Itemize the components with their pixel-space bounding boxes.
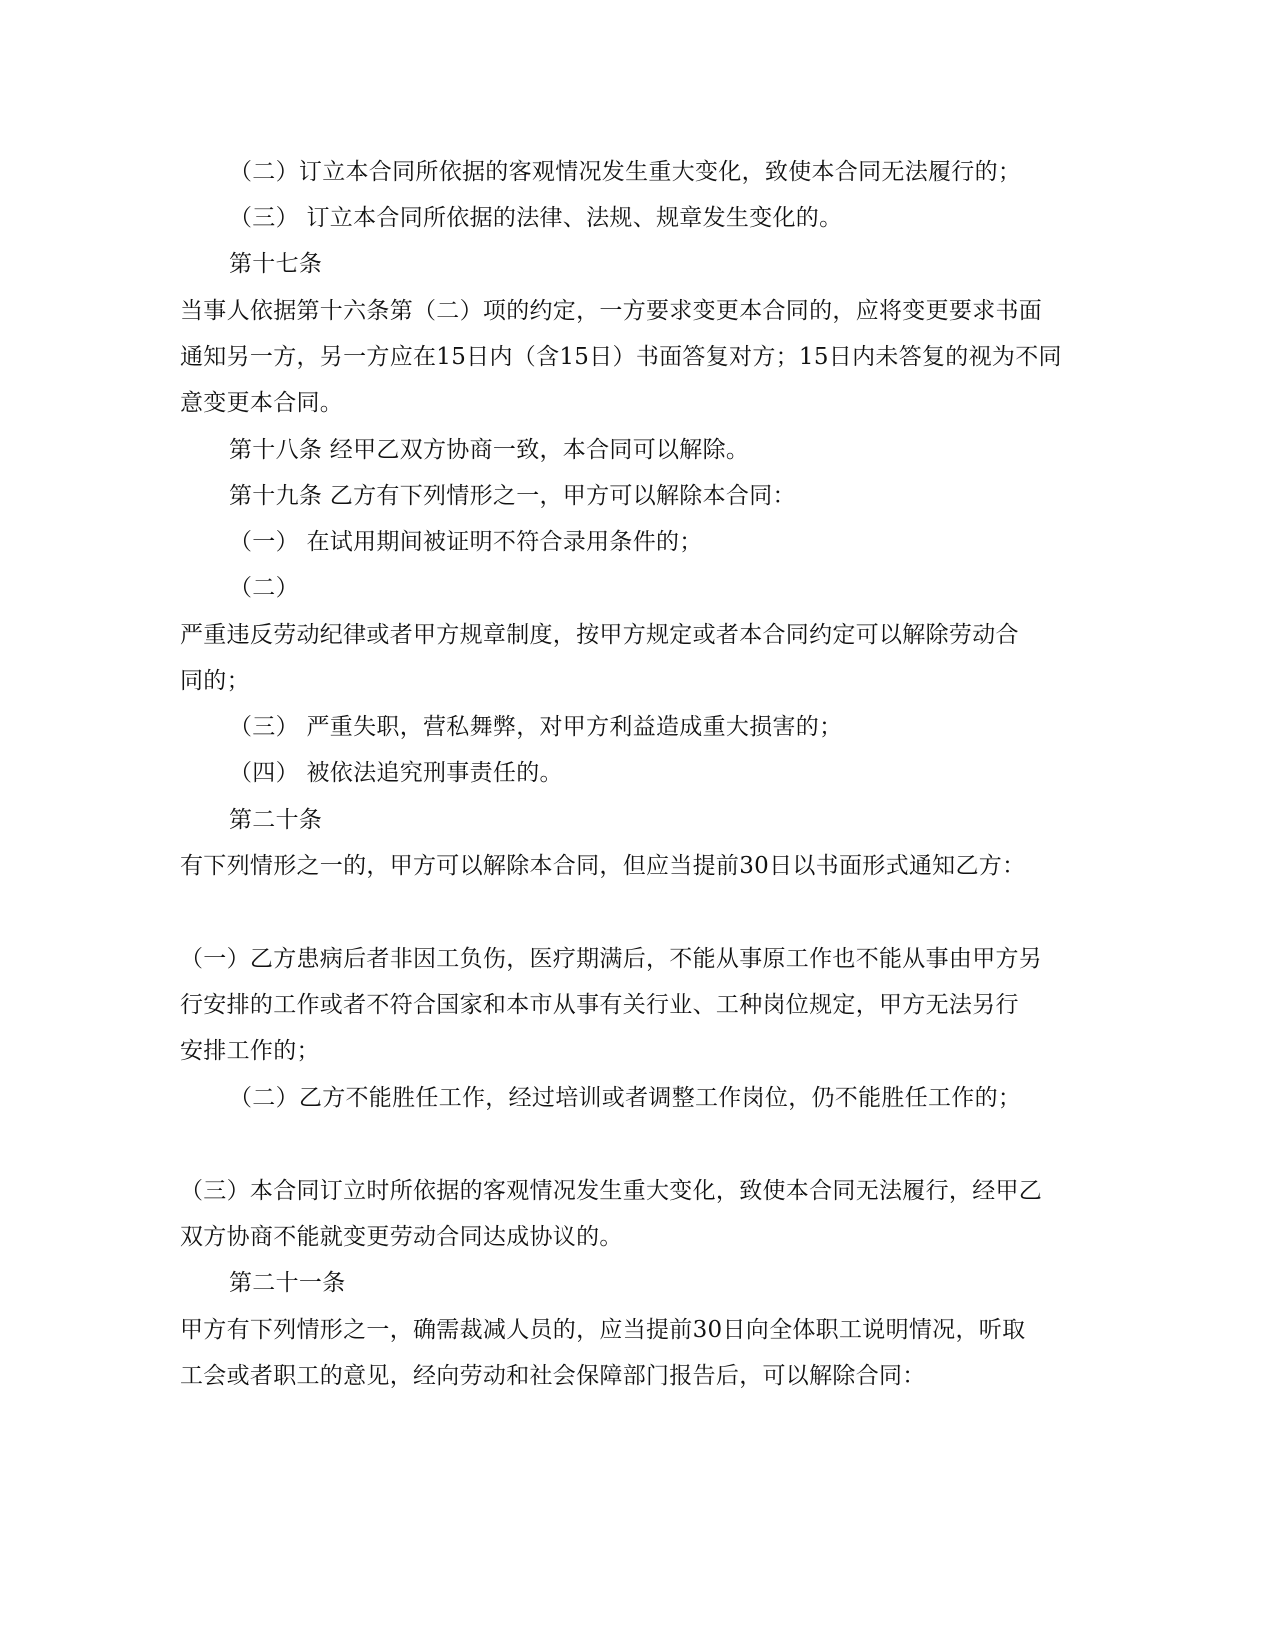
paragraph-line: 当事人依据第十六条第（二）项的约定，一方要求变更本合同的，应将变更要求书面 (180, 298, 1043, 324)
paragraph-line: （二） (229, 575, 299, 601)
paragraph-line: 安排工作的； (180, 1038, 320, 1064)
paragraph-line: 通知另一方，另一方应在15日内（含15日）书面答复对方；15日内未答复的视为不同 (180, 344, 1062, 370)
paragraph-line: 同的； (180, 668, 250, 694)
paragraph-line: 严重违反劳动纪律或者甲方规章制度，按甲方规定或者本合同约定可以解除劳动合 (180, 622, 1019, 648)
paragraph-line: 有下列情形之一的，甲方可以解除本合同，但应当提前30日以书面形式通知乙方： (180, 853, 1026, 879)
paragraph-line: （四） 被依法追究刑事责任的。 (229, 760, 563, 786)
paragraph-line: （三）本合同订立时所依据的客观情况发生重大变化，致使本合同无法履行，经甲乙 (180, 1178, 1043, 1204)
article-heading: 第二十一条 (229, 1270, 346, 1296)
paragraph-line: （三） 严重失职，营私舞弊，对甲方利益造成重大损害的； (229, 714, 843, 740)
paragraph-line: （一）乙方患病后者非因工负伤，医疗期满后，不能从事原工作也不能从事由甲方另 (180, 946, 1043, 972)
article-heading: 第十八条 经甲乙双方协商一致，本合同可以解除。 (229, 437, 750, 463)
paragraph-line: 工会或者职工的意见，经向劳动和社会保障部门报告后，可以解除合同： (180, 1363, 926, 1389)
paragraph-line: （一） 在试用期间被证明不符合录用条件的； (229, 529, 703, 555)
paragraph-line: 甲方有下列情形之一，确需裁减人员的，应当提前30日向全体职工说明情况，听取 (180, 1317, 1026, 1343)
paragraph-line: （二）乙方不能胜任工作，经过培训或者调整工作岗位，仍不能胜任工作的； (229, 1085, 1022, 1111)
article-heading: 第十九条 乙方有下列情形之一，甲方可以解除本合同： (229, 483, 796, 509)
paragraph-line: （二）订立本合同所依据的客观情况发生重大变化，致使本合同无法履行的； (229, 159, 1022, 185)
paragraph-line: 双方协商不能就变更劳动合同达成协议的。 (180, 1224, 623, 1250)
paragraph-line: 行安排的工作或者不符合国家和本市从事有关行业、工种岗位规定，甲方无法另行 (180, 992, 1019, 1018)
article-heading: 第二十条 (229, 807, 323, 833)
paragraph-line: （三） 订立本合同所依据的法律、法规、规章发生变化的。 (229, 205, 843, 231)
paragraph-line: 意变更本合同。 (180, 390, 344, 416)
article-heading: 第十七条 (229, 251, 323, 277)
